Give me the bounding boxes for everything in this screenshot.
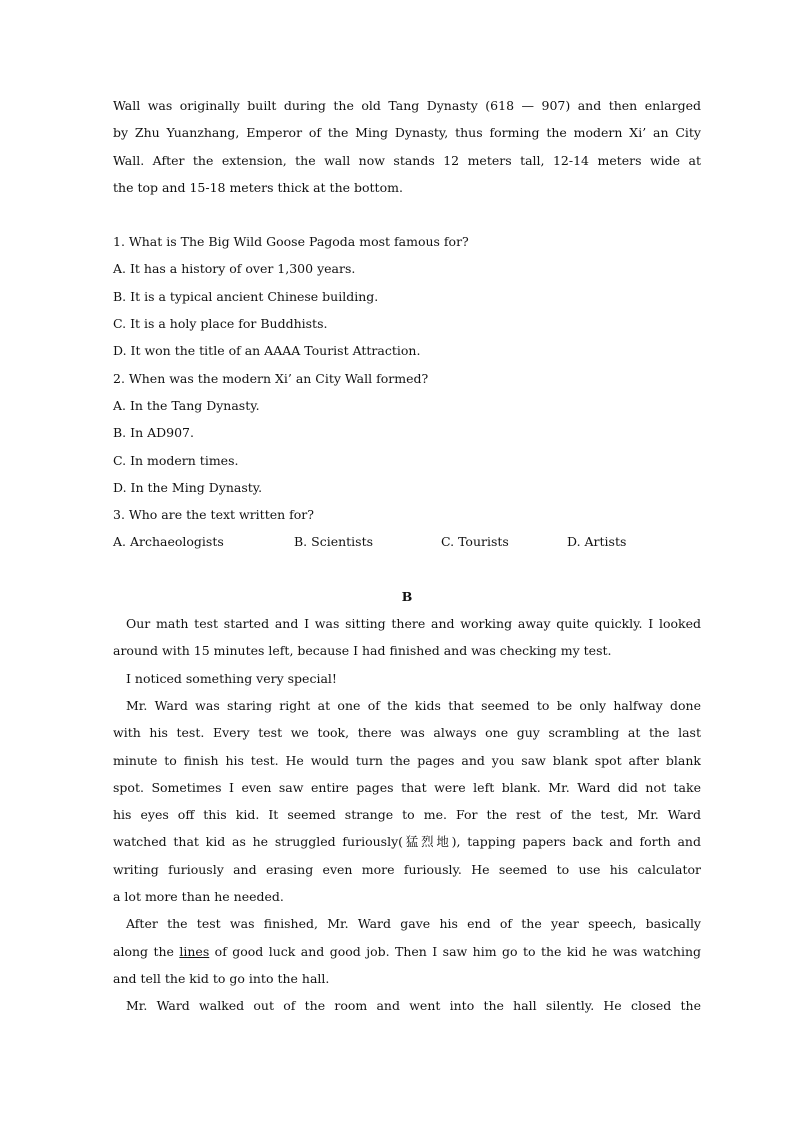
question-option: C. In modern times. [113,452,239,468]
question-1 [113,228,701,364]
text-line: and tell the kid to go into the hall. [113,970,330,986]
question-option: D. Artists [567,534,627,550]
question-options-row [113,528,701,555]
question-option: C. Tourists [441,534,509,550]
question-option: D. In the Ming Dynasty. [113,479,263,495]
text-line: with his test. Every test we took, there was always one guy scrambling at the last [113,725,701,741]
text-line: his eyes off this kid. It seemed strange to me. For the rest of the test, Mr. Ward [113,807,701,823]
text-line: around with 15 minutes left, because I had finished and was checking my test. [113,643,612,659]
passage-b [113,610,701,1019]
text-line: writing furiously and erasing even more furiously. He seemed to use his calculator [113,861,701,877]
question-option: A. Archaeologists [113,534,224,550]
text-line: Wall. After the extension, the wall now stands 12 meters tall, 12-14 meters wide at [113,152,701,168]
question-3 [113,501,701,556]
question-option: D. It won the title of an AAAA Tourist Attraction. [113,343,421,359]
intro-paragraph [113,92,701,201]
text-line: the top and 15-18 meters thick at the bottom. [113,179,403,195]
text-line: watched that kid as he struggled furiously(猛烈地), tapping papers back and forth and [113,834,701,850]
spacer [113,556,701,583]
text-line: Mr. Ward was staring right at one of the kids that seemed to be only halfway done [126,697,701,713]
text-line: I noticed something very special! [126,670,337,686]
question-option: B. It is a typical ancient Chinese building. [113,288,379,304]
question-stem: 3. Who are the text written for? [113,507,314,523]
text-fragment: of good luck and good job. Then I saw him go to the kid he was watching [209,943,702,959]
question-stem: 2. When was the modern Xi’ an City Wall formed? [113,370,429,386]
question-2 [113,365,701,501]
text-line [113,938,701,965]
text-line: minute to finish his test. He would turn the pages and you saw blank spot after blank [113,752,701,768]
underlined-word: lines [179,943,210,959]
question-option: A. In the Tang Dynasty. [113,397,260,413]
text-line: by Zhu Yuanzhang, Emperor of the Ming Dynasty, thus forming the modern Xi’ an City [113,125,701,141]
text-line: Our math test started and I was sitting there and working away quite quickly. I looked [126,616,701,632]
question-option: B. In AD907. [113,425,194,441]
question-option: A. It has a history of over 1,300 years. [113,261,356,277]
question-stem: 1. What is The Big Wild Goose Pagoda most famous for? [113,234,469,250]
text-fragment: along the [113,943,180,959]
question-option: B. Scientists [294,534,374,550]
section-heading: B [401,588,413,604]
text-line: a lot more than he needed. [113,889,284,905]
text-line: After the test was finished, Mr. Ward gave his end of the year speech, basically [126,916,701,932]
text-line: Mr. Ward walked out of the room and went into the hall silently. He closed the [126,998,701,1014]
text-line: Wall was originally built during the old Tang Dynasty (618 — 907) and then enlarged [113,98,701,113]
question-option: C. It is a holy place for Buddhists. [113,316,328,332]
text-line: spot. Sometimes I even saw entire pages that were left blank. Mr. Ward did not take [113,779,701,795]
document-page [113,92,701,1020]
spacer [113,201,701,228]
